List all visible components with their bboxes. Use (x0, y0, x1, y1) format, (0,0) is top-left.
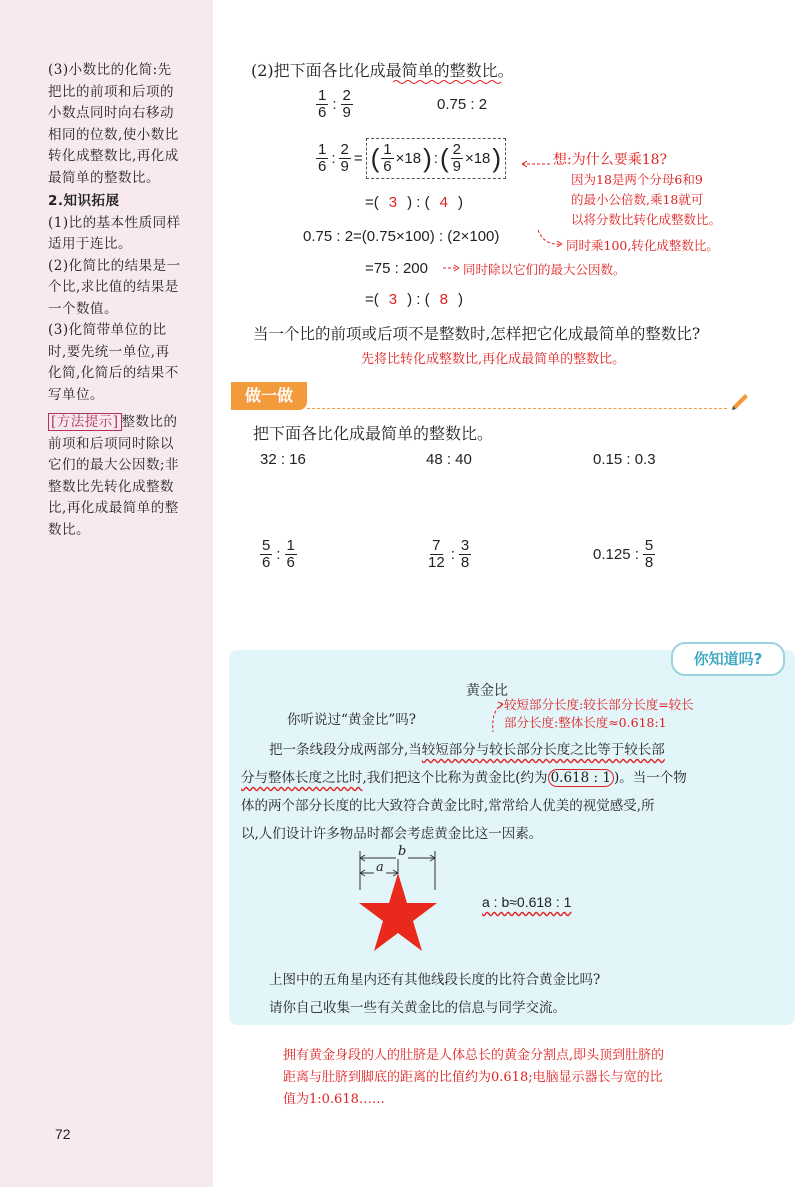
sidebar-line: 相同的位数,使小数比 (48, 126, 179, 143)
practice-item: $\frac{5}{6}$ : $\frac{1}{6}$ (262, 537, 295, 571)
fraction: $\frac{2}{9}$ (340, 141, 349, 175)
note-line: 较短部分长度:较长部分长度=较长 (504, 697, 694, 712)
golden-ratio-circled: 0.618 : 1 (548, 769, 614, 787)
note-arrow (485, 700, 507, 736)
note-line: 因为18是两个分母6和9 (571, 172, 703, 187)
note-arrow (441, 262, 463, 274)
sidebar-line: 适用于连比。 (48, 236, 132, 252)
practice-item: $\frac{7}{12}$ : $\frac{3}{8}$ (428, 537, 470, 571)
note-line: 部分长度:整体长度≈0.618:1 (504, 715, 667, 730)
golden-paragraph-line: 分与整体长度之比时,我们把这个比称为黄金比(约为 0.618 : 1 )。当一个物 (241, 770, 687, 786)
golden-paragraph-line: 把一条线段分成两部分,当较短部分与较长部分长度之比等于较长部 (269, 742, 665, 758)
footnote (283, 1045, 664, 1111)
golden-title: 黄金比 (466, 683, 508, 699)
did-you-know-badge: 你知道吗? (671, 642, 785, 676)
practice-banner-label: 做一做 (231, 382, 307, 410)
golden-paragraph-line: 以,人们设计许多物品时都会考虑黄金比这一因素。 (241, 826, 543, 842)
did-you-know-box (229, 650, 795, 1025)
golden-paragraph-line: 体的两个部分长度的比大致符合黄金比时,常常给人优美的视觉感受,所 (241, 798, 655, 814)
fraction: $\frac{1}{6}$ (318, 87, 327, 121)
sidebar-line: 写单位。 (48, 386, 104, 403)
sidebar (0, 0, 213, 1187)
practice-item: 0.15 : 0.3 (593, 451, 656, 468)
sidebar-line: 一个数值。 (48, 300, 118, 317)
sidebar-line: 比,再化成最简单的整 (48, 500, 179, 516)
prompt-answer: 先将比转化成整数比,再化成最简单的整数比。 (361, 352, 626, 367)
pencil-icon (729, 388, 751, 410)
fraction: $\frac{1}{6}$ (318, 141, 327, 175)
practice-item: 48 : 40 (426, 451, 472, 468)
note-arrow (536, 228, 566, 250)
wavy-underline (393, 79, 503, 85)
sidebar-line: 最简单的整数比。 (48, 169, 160, 186)
main-content: (2)把下面各比化成最简单的整数比。 $\frac{1}{6}$ : $\frac{2}{9}$ 0.75 : 2 $\frac{1}{6}$ : $\frac{2}{9}$ = ( $\frac{1}{6}$ ×18 ) : ( $\frac{2}{9}$ ×18 ) 想:为什么要乘18? 因为18是两个分母6和9 的最小公倍数,乘18就可 以将分数比转化成整数比。 =( 3 ) : ( 4 ) 0.75 : 2=(0.75×100) : (2×100) 同时乘100,转化成整数比。 =75 : 200 同时除以它们的最大公因数。 =( 3 ) : ( 8 ) 当一个比的前项或后项不是整数时,怎样把它化成最简单的整数比? 先将比转化成整数比,再化成最简单的整数比。 做一做 把下面各比化成最简单的整数比。 32 : 16 48 : 40 0.15 : 0.3 $\frac{5}{6}$ : $\frac{1}{6}$ $\frac{7}{12}$ : $\frac{3}{8}$ 0.125 : $\frac{5}{8}$ 你知道吗? 黄金比 你听说过“黄金比”吗? 较短部分长度:较长部分长度=较长 部分长度:整体长度≈0.618:1 把一条线段分成两部分,当较短部分与较长部分长度之比等于较长部 分与整体长度之比时,我们把这个比称为黄金比(约为 0.618 : 1 )。当一个物 体的两个部分长度的比大致符合黄金比时,常常给人优美的视觉感受,所 以,人们设计许多物品时都会考虑黄金比这一因素。 b a a : b≈0.618 : 1 上图中的五角星内还有其他线段长度的比符合黄金比吗? 请你自己收集一些有关黄金比的信息与同学交流。 拥有黄金身段的人的肚脐是人体总长的黄金分割点,即头顶到肚脐的 距离与肚脐到脚底的距离的比值约为0.618;电脑显示器长与宽的比 值为1:0.618…… (213, 0, 800, 1187)
answer-row-1: =( 3 ) : ( 4 ) (365, 194, 463, 211)
sidebar-line: (1)比的基本性质同样 (48, 214, 181, 231)
label-b: b (398, 844, 407, 859)
note-line: 以将分数比转化成整数比。 (571, 212, 722, 227)
sidebar-line: 化简,化简后的结果不 (48, 365, 179, 381)
sidebar-line: (3)化简带单位的比 (48, 322, 167, 338)
sidebar-line: 转化成整数比,再化成 (48, 148, 179, 164)
star-figure (357, 845, 441, 957)
sidebar-line: 整数比先转化成整数 (48, 478, 174, 495)
sidebar-line: (2)化简比的结果是一 (48, 257, 181, 274)
golden-note (504, 696, 694, 732)
page-number: 72 (55, 1126, 71, 1142)
sidebar-section-title: 2.知识拓展 (48, 193, 120, 209)
sidebar-line: 小数点同时向右移动 (48, 105, 174, 121)
sidebar-notes (48, 60, 206, 541)
golden-intro: 你听说过“黄金比”吗? (287, 712, 417, 728)
star-shape (359, 873, 437, 951)
sidebar-line: 整数比的 (121, 414, 178, 430)
note-gcd: 同时除以它们的最大公因数。 (463, 262, 626, 277)
fraction: $\frac{2}{9}$ (342, 87, 351, 121)
question-title: (2)把下面各比化成最简单的整数比。 (251, 61, 514, 80)
note-line: 的最小公倍数,乘18就可 (571, 192, 704, 207)
footnote-line: 拥有黄金身段的人的肚脐是人体总长的黄金分割点,即头顶到肚脐的 (283, 1048, 665, 1063)
multiply-step-box: ( $\frac{1}{6}$ ×18 ) : ( $\frac{2}{9}$ ×18 ) (366, 138, 506, 179)
footnote-line: 距离与肚脐到脚底的距离的比值约为0.618;电脑显示器长与宽的比 (283, 1070, 663, 1085)
method-tip-label: [方法提示] (48, 413, 122, 431)
note-think-title: 想:为什么要乘18? (553, 152, 668, 168)
golden-ratio-equation: a : b≈0.618 : 1 (482, 894, 572, 910)
practice-item: 0.125 : $\frac{5}{8}$ (593, 537, 654, 571)
practice-banner (231, 382, 731, 410)
integer-ratio: =75 : 200 (365, 260, 428, 277)
sidebar-line: 时,要先统一单位,再 (48, 343, 170, 360)
sidebar-line: 个比,求比值的结果是 (48, 279, 179, 295)
label-a: a (376, 860, 384, 875)
answer-row-2: =( 3 ) : ( 8 ) (365, 291, 463, 308)
banner-divider (307, 408, 727, 409)
sidebar-line: 把比的前项和后项的 (48, 83, 174, 100)
ratio-075-2: 0.75 : 2 (437, 96, 488, 113)
note-arrow (518, 156, 552, 170)
prompt-question: 当一个比的前项或后项不是整数时,怎样把它化成最简单的整数比? (253, 325, 701, 343)
sidebar-line: 数比。 (48, 521, 90, 538)
sidebar-line: 它们的最大公因数;非 (48, 457, 180, 473)
golden-question: 上图中的五角星内还有其他线段长度的比符合黄金比吗? (269, 972, 601, 988)
decimal-step: 0.75 : 2=(0.75×100) : (2×100) (303, 228, 500, 245)
golden-question: 请你自己收集一些有关黄金比的信息与同学交流。 (269, 1000, 566, 1016)
note-multiply-100: 同时乘100,转化成整数比。 (566, 238, 719, 253)
footnote-line: 值为1:0.618…… (283, 1092, 385, 1107)
sidebar-line: (3)小数比的化简:先 (48, 62, 172, 78)
practice-item: 32 : 16 (260, 451, 306, 468)
sidebar-line: 前项和后项同时除以 (48, 435, 174, 452)
practice-instruction: 把下面各比化成最简单的整数比。 (253, 424, 494, 443)
